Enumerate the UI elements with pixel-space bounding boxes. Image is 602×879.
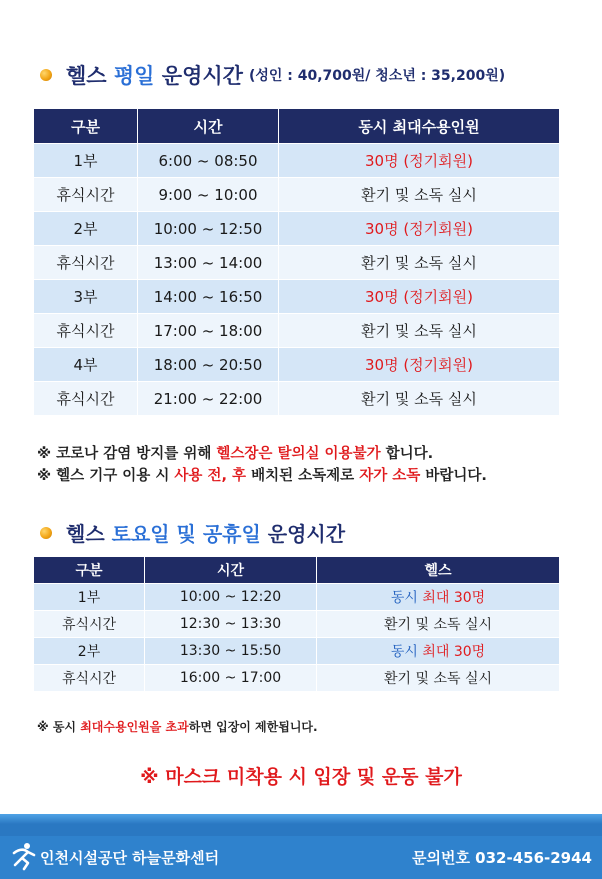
note-highlight: 자가 소독 [359,468,421,484]
table-row [34,144,560,178]
holiday-schedule-table [33,556,560,692]
cell-capacity: 환기 및 소독 실시 [317,611,560,638]
section1-title-b: 평일 [113,64,155,88]
table-header-row [34,557,560,584]
footer-bar [0,814,602,879]
footer-phone: 문의번호 032-456-2944 [411,849,592,867]
section1-title-c: 운영시간 [161,64,243,88]
table-row [34,584,560,611]
header-time: 시간 [138,109,279,144]
table-row [34,314,560,348]
cell-part: 1부 [34,584,145,611]
cell-capacity: 환기 및 소독 실시 [279,314,560,348]
cell-time: 17:00 ~ 18:00 [138,314,279,348]
note-capacity [37,718,318,735]
note-highlight: 최대수용인원을 초과 [80,720,189,734]
table-row [34,212,560,246]
cell-time: 14:00 ~ 16:50 [138,280,279,314]
orange-dot-icon [40,527,52,539]
note-disinfect [37,464,487,485]
cell-time: 13:30 ~ 15:50 [145,638,317,665]
note-text: 배치된 소독제로 [246,468,360,484]
table-row [34,382,560,416]
note-text: 바랍니다. [420,468,487,484]
table-row [34,665,560,692]
table-row [34,611,560,638]
table-row [34,348,560,382]
table-row [34,638,560,665]
cell-part: 휴식시간 [34,246,138,280]
capacity-value: 최대 30명 [422,590,486,606]
cell-capacity: 30명 (정기회원) [279,212,560,246]
table-row [34,246,560,280]
section1-title-a: 헬스 [66,64,107,88]
cell-capacity: 환기 및 소독 실시 [279,382,560,416]
capacity-prefix: 동시 [390,590,423,606]
cell-capacity: 환기 및 소독 실시 [317,665,560,692]
section2-title-b: 토요일 및 공휴일 [111,522,261,546]
cell-capacity [317,584,560,611]
cell-time: 9:00 ~ 10:00 [138,178,279,212]
cell-time: 12:30 ~ 13:30 [145,611,317,638]
runner-logo-icon [8,841,38,871]
footer-org: 인천시설공단 하늘문화센터 [40,849,220,867]
cell-time: 13:00 ~ 14:00 [138,246,279,280]
footer-strip [0,814,602,824]
cell-part: 4부 [34,348,138,382]
cell-part: 휴식시간 [34,382,138,416]
capacity-prefix: 동시 [390,644,423,660]
note-text: 하면 입장이 제한됩니다. [188,720,318,734]
header-part: 구분 [34,557,145,584]
weekday-schedule-table [33,108,560,416]
cell-time: 21:00 ~ 22:00 [138,382,279,416]
cell-time: 10:00 ~ 12:20 [145,584,317,611]
cell-part: 휴식시간 [34,611,145,638]
cell-capacity: 30명 (정기회원) [279,144,560,178]
cell-part: 휴식시간 [34,314,138,348]
table-header-row [34,109,560,144]
section2-title [40,518,345,547]
note-text: ※ 동시 [37,720,81,734]
cell-part: 2부 [34,638,145,665]
note-highlight: 헬스장은 탈의실 이용불가 [216,446,381,462]
cell-time: 10:00 ~ 12:50 [138,212,279,246]
note-text: ※ 헬스 기구 이용 시 [37,468,175,484]
header-capacity: 동시 최대수용인원 [279,109,560,144]
cell-capacity [317,638,560,665]
cell-capacity: 30명 (정기회원) [279,348,560,382]
section1-subtitle: (성인 : 40,700원/ 청소년 : 35,200원) [248,68,506,84]
capacity-value: 최대 30명 [422,644,486,660]
section2-title-c: 운영시간 [267,522,346,546]
cell-capacity: 30명 (정기회원) [279,280,560,314]
note-locker [37,442,433,463]
header-part: 구분 [34,109,138,144]
note-highlight: 사용 전, 후 [174,468,247,484]
cell-part: 휴식시간 [34,665,145,692]
cell-capacity: 환기 및 소독 실시 [279,178,560,212]
table-row [34,280,560,314]
cell-time: 18:00 ~ 20:50 [138,348,279,382]
cell-time: 16:00 ~ 17:00 [145,665,317,692]
header-time: 시간 [145,557,317,584]
section1-title [40,60,505,90]
cell-part: 1부 [34,144,138,178]
header-gym: 헬스 [317,557,560,584]
orange-dot-icon [40,69,52,81]
cell-part: 휴식시간 [34,178,138,212]
cell-part: 2부 [34,212,138,246]
note-text: ※ 코로나 감염 방지를 위해 [37,446,217,462]
cell-capacity: 환기 및 소독 실시 [279,246,560,280]
mask-notice: ※ 마스크 미착용 시 입장 및 운동 불가 [140,766,462,788]
cell-part: 3부 [34,280,138,314]
note-text: 합니다. [380,446,434,462]
cell-time: 6:00 ~ 08:50 [138,144,279,178]
table-row [34,178,560,212]
section2-title-a: 헬스 [66,522,105,546]
